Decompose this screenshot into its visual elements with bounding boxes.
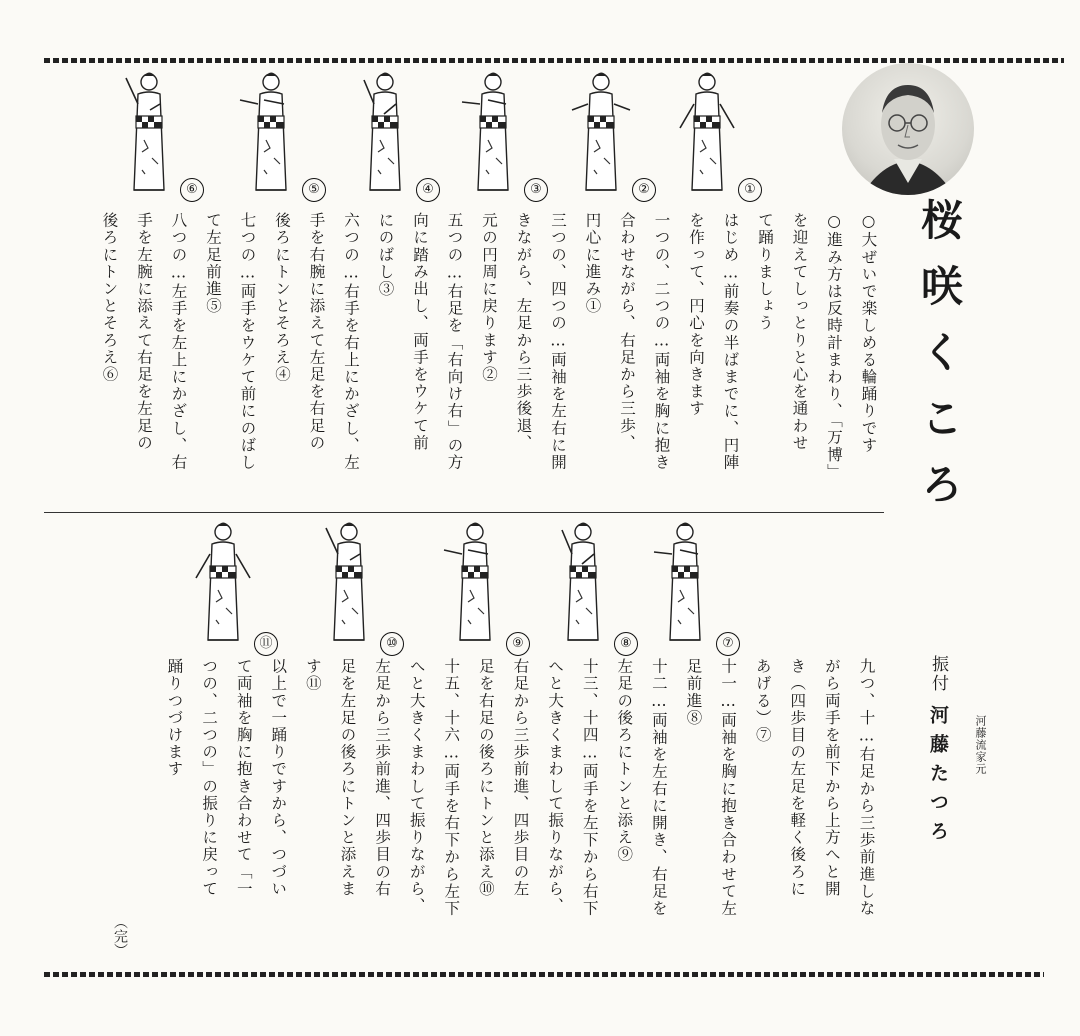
- text-column: 八つの…左手を左上にかざし、右: [169, 212, 188, 471]
- dance-figure: [672, 70, 742, 204]
- text-column: がら両手を前下から上方へと開: [822, 658, 841, 898]
- figure-number: ⑪: [254, 632, 278, 656]
- credit-block: [928, 655, 947, 850]
- text-column: 十五、十六…両手を右下から左下: [442, 658, 461, 917]
- dance-figure: [566, 70, 636, 204]
- dance-figure: [548, 520, 618, 654]
- figure-number: ⑧: [614, 632, 638, 656]
- dance-figure: [236, 70, 306, 204]
- dance-figure: [350, 70, 420, 204]
- text-column: 以上で一踊りですから、つづい: [269, 658, 288, 898]
- figure-number: ⑤: [302, 178, 326, 202]
- text-column: 後ろにトンとそろえ④: [273, 212, 291, 383]
- text-column: 手を左腕に添えて右足を左足の: [135, 212, 153, 452]
- credit-role: 振付: [928, 655, 948, 693]
- text-column: つの、二つの」の振りに戻って: [200, 658, 219, 898]
- dance-figure: [440, 520, 510, 654]
- figure-number: ②: [632, 178, 656, 202]
- text-column: 後ろにトンとそろえ⑥: [100, 212, 119, 383]
- text-column: 十一…両袖を胸に抱き合わせて左: [719, 658, 738, 917]
- text-column: 十三、十四…両手を左下から右下: [580, 658, 599, 917]
- text-column: て両袖を胸に抱き合わせて「一: [234, 658, 253, 898]
- text-column: へと大きくまわして振りながら、: [546, 658, 565, 915]
- dance-figure: [650, 520, 720, 654]
- dance-figure: [314, 520, 384, 654]
- figure-number: ⑦: [716, 632, 740, 656]
- text-column: ○大ぜいで楽しめる輪踊りです: [859, 212, 878, 454]
- text-column: 右足から三歩前進、四歩目の左: [511, 658, 530, 898]
- bottom-dotted-border: [44, 972, 1044, 977]
- text-column: 踊りつづけます: [165, 658, 184, 778]
- dance-figure: [188, 520, 258, 654]
- text-column: て踊りましょう: [756, 212, 774, 332]
- text-column: 合わせながら、右足から三歩、: [618, 212, 636, 452]
- credit-school: 河藤流家元: [974, 715, 987, 775]
- text-column: きながら、左足から三歩後退、: [514, 212, 533, 452]
- text-column: す⑪: [303, 658, 322, 693]
- text-column: 手を右腕に添えて左足を右足の: [307, 212, 326, 452]
- text-column: 円心に進み①: [583, 212, 602, 315]
- text-column: 七つの…両手をウケて前にのばし: [238, 212, 257, 471]
- text-column: 左足の後ろにトンと添え⑨: [615, 658, 634, 864]
- figure-number: ③: [524, 178, 548, 202]
- text-column: 五つの…右足を「右向け右」の方: [445, 212, 464, 471]
- text-column: 十二…両袖を左右に開き、右足を: [649, 658, 668, 917]
- text-column: き（四歩目の左足を軽く後ろに: [788, 658, 807, 898]
- dance-figure: [458, 70, 528, 204]
- text-column: 九つ、十…右足から三歩前進しな: [857, 658, 876, 917]
- text-column: 足を右足の後ろにトンと添え⑩: [476, 658, 495, 898]
- text-column: 三つの、四つの…両袖を左右に開: [549, 212, 567, 471]
- figure-number: ⑥: [180, 178, 204, 202]
- text-column: を迎えてしっとりと心を通わせ: [790, 212, 809, 452]
- text-column: 一つの、二つの…両袖を胸に抱き: [652, 212, 671, 471]
- text-column: にのばし③: [376, 212, 395, 298]
- text-column: ○進み方は反時計まわり、「万博」: [825, 212, 843, 481]
- section-divider: [44, 512, 884, 513]
- text-column: へと大きくまわして振りながら、: [407, 658, 426, 915]
- text-column: あげる）⑦: [753, 658, 772, 744]
- text-column: 元の円周に戻ります②: [480, 212, 498, 383]
- text-column: 向に踏み出し、両手をウケて前: [411, 212, 429, 452]
- dance-figure: [114, 70, 184, 204]
- text-column: て左足前進⑤: [204, 212, 222, 315]
- text-column: を作って、円心を向きます: [687, 212, 705, 418]
- end-mark: （完）: [112, 915, 128, 957]
- page-title: 桜咲くころ: [915, 198, 964, 528]
- figure-number: ①: [738, 178, 762, 202]
- text-column: 六つの…右手を右上にかざし、左: [342, 212, 360, 471]
- credit-name: 河藤たつろ: [927, 705, 949, 850]
- figure-number: ⑨: [506, 632, 530, 656]
- text-column: 左足から三歩前進、四歩目の右: [373, 658, 392, 898]
- figure-number: ⑩: [380, 632, 404, 656]
- text-column: 足前進⑧: [684, 658, 703, 727]
- text-column: はじめ…前奏の半ばまでに、円陣: [721, 212, 740, 471]
- choreographer-portrait: [842, 63, 974, 195]
- figure-number: ④: [416, 178, 440, 202]
- text-column: 足を左足の後ろにトンと添えま: [338, 658, 357, 898]
